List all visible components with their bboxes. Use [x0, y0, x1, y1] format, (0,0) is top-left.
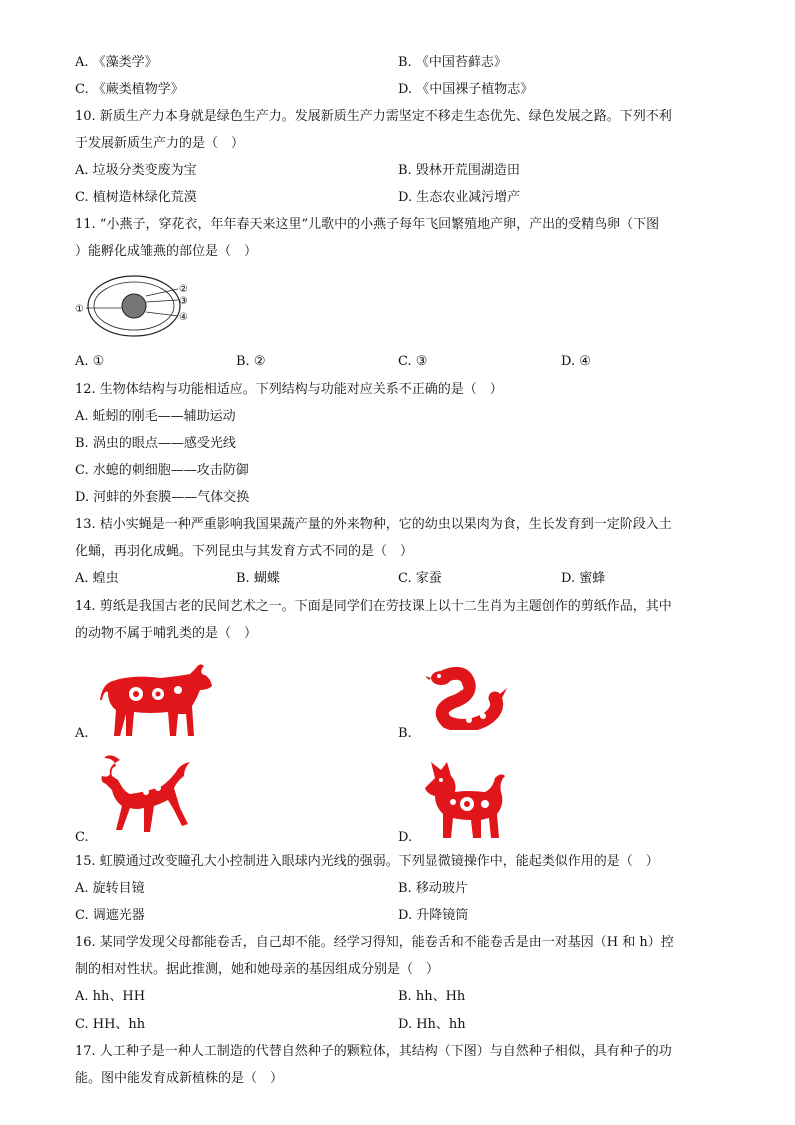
q11-option-c: C. ③ [398, 354, 428, 369]
q13-option-b: B. 蝴蝶 [236, 571, 280, 586]
q13-option-c: C. 家蚕 [398, 571, 442, 586]
q12-stem: 12. 生物体结构与功能相适应。下列结构与功能对应关系不正确的是（ ） [75, 382, 503, 397]
q16-option-c: C. HH、hh [75, 1017, 146, 1032]
q12-option-c: C. 水螅的刺细胞——攻击防御 [75, 463, 249, 478]
q9-option-d: D. 《中国裸子植物志》 [398, 82, 534, 97]
q11-stem-line1: 11. “小燕子，穿花衣，年年春天来这里”儿歌中的小燕子每年飞回繁殖地产卵，产出的受精鸟卵（下图 [75, 217, 660, 232]
q15-option-b: B. 移动玻片 [398, 881, 468, 896]
egg-label-4: ④ [179, 312, 188, 323]
q12-option-b: B. 涡虫的眼点——感受光线 [75, 436, 236, 451]
q16-stem-line2: 制的相对性状。据此推测，她和她母亲的基因组成分别是（ ） [75, 962, 440, 977]
q17-stem-line1: 17. 人工种子是一种人工制造的代替自然种子的颗粒体，其结构（下图）与自然种子相似，具有种子的功 [75, 1044, 672, 1059]
q14-option-c: C. [75, 830, 89, 845]
q11-stem-line2: ）能孵化成雏燕的部位是（ ） [75, 244, 258, 259]
q15-stem: 15. 虹膜通过改变瞳孔大小控制进入眼球内光线的强弱。下列显微镜操作中，能起类似作用的是（ ） [75, 854, 659, 869]
q9-option-a: A. 《藻类学》 [75, 55, 158, 70]
q9-option-b: B. 《中国苔藓志》 [398, 55, 507, 70]
egg-diagram [72, 272, 197, 344]
q12-option-d: D. 河蚌的外套膜——气体交换 [75, 490, 250, 505]
q10-option-c: C. 植树造林绿化荒漠 [75, 190, 197, 205]
q17-stem-line2: 能。图中能发育成新植株的是（ ） [75, 1071, 284, 1086]
egg-label-3: ③ [179, 296, 188, 307]
q14-option-d: D. [398, 830, 413, 845]
q16-option-d: D. Hh、hh [398, 1017, 466, 1032]
egg-label-2: ② [179, 284, 188, 295]
q10-option-d: D. 生态农业减污增产 [398, 190, 521, 205]
q11-option-b: B. ② [236, 354, 266, 369]
q15-option-c: C. 调遮光器 [75, 908, 145, 923]
ox-papercut-image [100, 660, 215, 740]
q14-stem-line2: 的动物不属于哺乳类的是（ ） [75, 626, 258, 641]
q14-option-b: B. [398, 726, 412, 741]
q13-option-a: A. 蝗虫 [75, 571, 119, 586]
q12-option-a: A. 蚯蚓的刚毛——辅助运动 [75, 409, 236, 424]
q15-option-a: A. 旋转目镜 [75, 881, 145, 896]
q16-option-a: A. hh、HH [75, 989, 146, 1004]
q13-stem-line2: 化蛹，再羽化成蝇。下列昆虫与其发育方式不同的是（ ） [75, 544, 414, 559]
dog-papercut-image [425, 758, 510, 840]
q13-option-d: D. 蜜蜂 [561, 571, 606, 586]
q13-stem-line1: 13. 桔小实蝇是一种严重影响我国果蔬产量的外来物种，它的幼虫以果肉为食，生长发育到一定阶段入土 [75, 517, 672, 532]
q15-option-d: D. 升降镜筒 [398, 908, 469, 923]
q10-option-b: B. 毁林开荒围湖造田 [398, 163, 520, 178]
q11-option-a: A. ① [75, 354, 105, 369]
q14-stem-line1: 14. 剪纸是我国古老的民间艺术之一。下面是同学们在劳技课上以十二生肖为主题创作的剪纸作品，其中 [75, 599, 672, 614]
q10-stem-line1: 10. 新质生产力本身就是绿色生产力。发展新质生产力需坚定不移走生态优先、绿色发展之路。下列不利 [75, 109, 672, 124]
q10-option-a: A. 垃圾分类变废为宝 [75, 163, 197, 178]
q9-option-c: C. 《蕨类植物学》 [75, 82, 184, 97]
q16-option-b: B. hh、Hh [398, 989, 466, 1004]
egg-yolk [122, 294, 146, 318]
q11-option-d: D. ④ [561, 354, 591, 369]
egg-label-1: ① [75, 304, 84, 315]
snake-papercut-image [425, 666, 510, 730]
q10-stem-line2: 于发展新质生产力的是（ ） [75, 136, 245, 151]
goat-papercut-image [100, 752, 195, 834]
q14-option-a: A. [75, 726, 89, 741]
q16-stem-line1: 16. 某同学发现父母都能卷舌，自己却不能。经学习得知，能卷舌和不能卷舌是由一对基因（H 和 h）控 [75, 935, 674, 950]
